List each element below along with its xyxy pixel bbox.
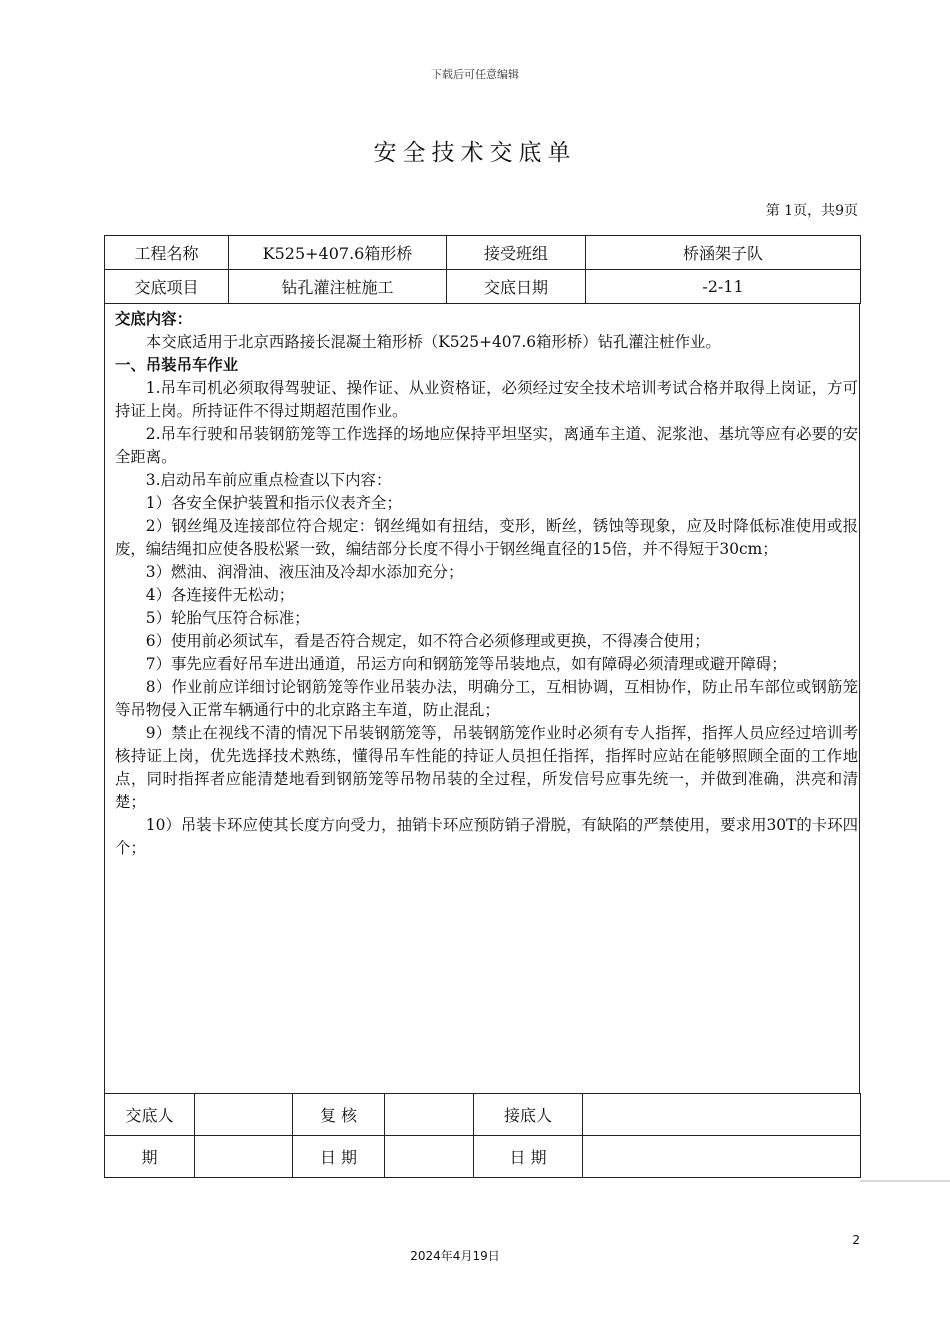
content-paragraph: 9）禁止在视线不清的情况下吊装钢筋笼等，吊装钢筋笼作业时必须有专人指挥，指挥人员应经过培训考核持证上岗，优先选择技术熟练，懂得吊车性能的持证人员担任指挥，指挥时应站在能够照顾全面的工作地点，同时指挥者应能清楚地看到钢筋笼等吊物吊装的全过程，所发信号应事先统一，并做到准确，洪亮和清楚； [115, 724, 858, 811]
table-row [105, 236, 861, 270]
header-note: 下载后可任意编辑 [431, 68, 519, 81]
content-paragraph: 2）钢丝绳及连接部位符合规定：钢丝绳如有扭结，变形，断丝，锈蚀等现象，应及时降低标准使用或报废，编结绳扣应使各股松紧一致，编结部分长度不得小于钢丝绳直径的15倍，并不得短于30cm； [115, 517, 858, 558]
date-label: 交底日期 [447, 270, 586, 304]
item-value: 钻孔灌注桩施工 [229, 270, 447, 304]
content-paragraph: 8）作业前应详细讨论钢筋笼等作业吊装办法，明确分工，互相协调，互相协作，防止吊车部位或钢筋笼等吊物侵入正常车辆通行中的北京路主车道，防止混乱； [115, 678, 858, 719]
team-label: 接受班组 [447, 236, 586, 270]
reviewer-label: 复 核 [293, 1094, 385, 1136]
page-title: 安全技术交底单 [373, 140, 577, 166]
presenter-date-label: 期 [105, 1136, 195, 1178]
reviewer-date-label: 日 期 [293, 1136, 385, 1178]
content-paragraph: 5）轮胎气压符合标准； [145, 609, 310, 627]
receiver-date-label: 日 期 [474, 1136, 583, 1178]
signature-table [104, 1093, 861, 1178]
table-row [105, 1094, 861, 1136]
content-paragraph: 1.吊车司机必须取得驾驶证、操作证、从业资格证，必须经过安全技术培训考试合格并取得上岗证，方可持证上岗。所持证件不得过期超范围作业。 [115, 379, 858, 420]
presenter-label: 交底人 [105, 1094, 195, 1136]
project-name-value: K525+407.6箱形桥 [229, 236, 447, 270]
presenter-value [195, 1094, 293, 1136]
reviewer-date-value [385, 1136, 474, 1178]
receiver-label: 接底人 [474, 1094, 583, 1136]
presenter-date-value [195, 1136, 293, 1178]
content-paragraph: 2.吊车行驶和吊装钢筋笼等工作选择的场地应保持平坦坚实，离通车主道、泥浆池、基坑等应有必要的安全距离。 [115, 425, 858, 466]
date-value: -2-11 [586, 270, 861, 304]
content-section [104, 304, 860, 1093]
section-title: 一、吊装吊车作业 [115, 356, 239, 374]
content-paragraph: 3.启动吊车前应重点检查以下内容： [145, 471, 392, 489]
receiver-value [583, 1094, 861, 1136]
reviewer-value [385, 1094, 474, 1136]
content-paragraph: 3）燃油、润滑油、液压油及冷却水添加充分； [145, 563, 464, 581]
table-row [105, 270, 861, 304]
item-label: 交底项目 [105, 270, 229, 304]
content-paragraph: 10）吊装卡环应使其长度方向受力，抽销卡环应预防销子滑脱，有缺陷的严禁使用，要求用30T的卡环四个； [115, 816, 858, 857]
page-number: 2 [852, 1233, 860, 1247]
content-intro: 本交底适用于北京西路接长混凝土箱形桥（K525+407.6箱形桥）钻孔灌注桩作业。 [145, 333, 721, 351]
content-paragraph: 7）事先应看好吊车进出通道，吊运方向和钢筋笼等吊装地点，如有障碍必须清理或避开障碍； [145, 655, 787, 673]
table-row [105, 1136, 861, 1178]
info-table [104, 235, 861, 304]
receiver-date-value [583, 1136, 861, 1178]
page-info: 第 1页，共9页 [765, 203, 858, 219]
content-paragraph: 1）各安全保护装置和指示仪表齐全； [145, 494, 402, 512]
project-name-label: 工程名称 [105, 236, 229, 270]
content-label: 交底内容： [115, 310, 192, 328]
content-paragraph: 6）使用前必须试车，看是否符合规定，如不符合必须修理或更换，不得凑合使用； [145, 632, 710, 650]
content-paragraph: 4）各连接件无松动； [145, 586, 295, 604]
divider [860, 1180, 950, 1182]
footer-date: 2024年4月19日 [410, 1249, 500, 1263]
team-value: 桥涵架子队 [586, 236, 861, 270]
